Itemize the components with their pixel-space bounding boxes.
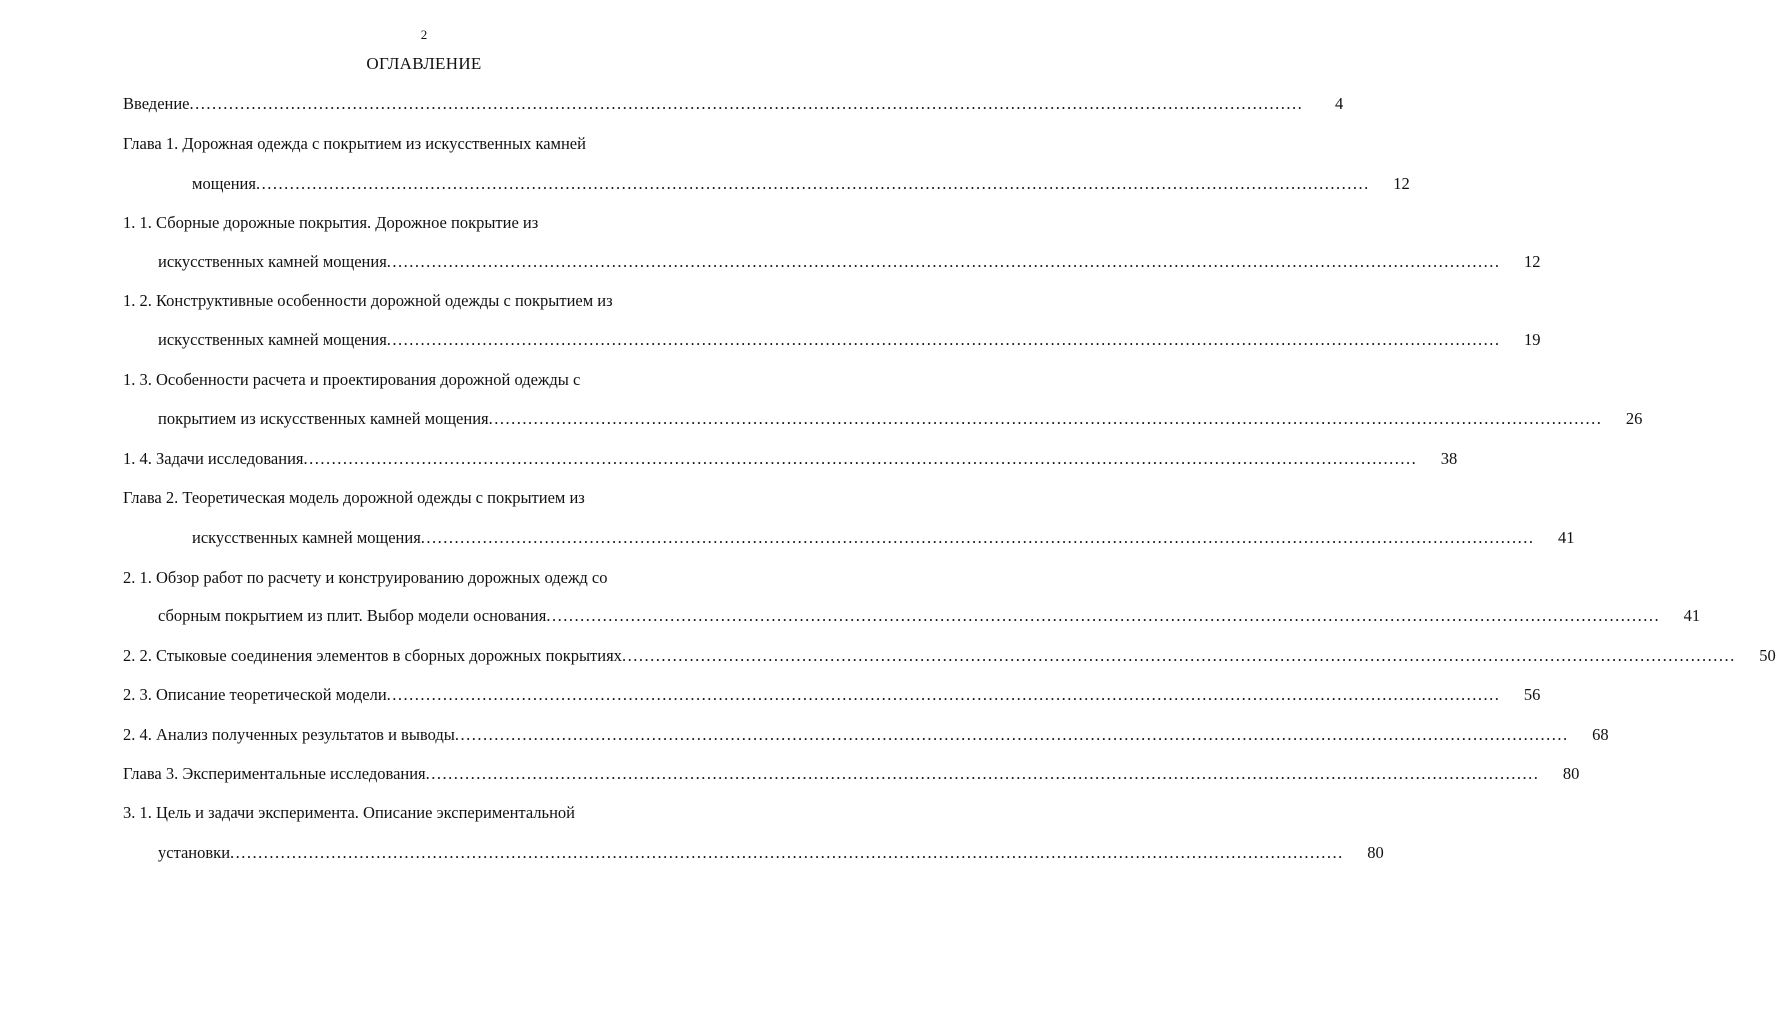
toc-leader-dots: ...................................................................................................................................................................................................... [189,94,1304,113]
toc-page-number: 4 [1335,94,1344,113]
toc-entry-heading-line: 2. 1. Обзор работ по расчету и конструированию дорожных одежд со [123,568,608,587]
toc-entry-chapter-1[interactable] [192,174,1410,194]
toc-entry-text: Глава 3. Экспериментальные исследования [123,764,426,783]
toc-entry-section-2-1[interactable] [158,606,1701,626]
toc-page-number: 26 [1625,409,1643,428]
toc-entry-heading-line: 3. 1. Цель и задачи эксперимента. Описание экспериментальной [123,803,575,822]
toc-entry-text: 2. 3. Описание теоретической модели [123,685,387,704]
toc-page-number: 41 [1558,528,1575,547]
toc-page-number: 80 [1562,764,1580,783]
toc-entry-section-1-2[interactable] [158,330,1541,350]
toc-leader-dots: ...................................................................................................................................................................................................... [425,764,1540,783]
toc-entry-heading-line: 1. 2. Конструктивные особенности дорожной одежды с покрытием из [123,291,613,310]
toc-leader-dots: ...................................................................................................................................................................................................... [386,330,1501,349]
toc-leader-dots: ...................................................................................................................................................................................................... [488,409,1603,428]
toc-entry-chapter-3[interactable] [123,764,1580,784]
toc-page-number: 56 [1523,685,1541,704]
toc-leader-dots: ...................................................................................................................................................................................................... [621,646,1736,665]
toc-entry-heading-line: Глава 1. Дорожная одежда с покрытием из искусственных камней [123,134,586,153]
toc-entry-heading-line: 1. 1. Сборные дорожные покрытия. Дорожное покрытие из [123,213,539,232]
toc-page-number: 50 [1759,646,1776,665]
toc-entry-section-2-4[interactable] [123,725,1609,745]
toc-entry-heading-line: Глава 2. Теоретическая модель дорожной одежды с покрытием из [123,488,585,507]
page-number: 2 [420,27,428,42]
toc-entry-text: искусственных камней мощения [158,330,387,349]
toc-entry-section-3-1[interactable] [158,843,1384,863]
toc-leader-dots: ...................................................................................................................................................................................................... [386,252,1501,271]
toc-entry-text: искусственных камней мощения [192,528,421,547]
toc-entry-section-1-3[interactable] [158,409,1643,429]
toc-page-number: 38 [1440,449,1458,468]
toc-leader-dots: ...................................................................................................................................................................................................... [230,843,1344,862]
toc-entry-section-2-3[interactable] [123,685,1541,705]
toc-entry-section-2-2[interactable] [123,646,1776,666]
toc-entry-section-1-1[interactable] [158,252,1541,272]
toc-leader-dots: ...................................................................................................................................................................................................... [255,174,1370,193]
toc-entry-text: 1. 4. Задачи исследования [123,449,304,468]
toc-page-number: 68 [1592,725,1609,744]
toc-entry-text: 2. 4. Анализ полученных результатов и выводы [123,725,455,744]
toc-entry-chapter-2[interactable] [192,528,1575,548]
toc-leader-dots: ...................................................................................................................................................................................................... [546,606,1661,625]
toc-page-number: 80 [1367,843,1384,862]
toc-entry-text: 2. 2. Стыковые соединения элементов в сборных дорожных покрытиях [123,646,622,665]
toc-page-number: 19 [1524,330,1541,349]
toc-entry-text: мощения [192,174,256,193]
toc-entry-text: покрытием из искусственных камней мощения [158,409,489,428]
toc-page-number: 41 [1683,606,1701,625]
toc-entry-section-1-4[interactable] [123,449,1458,469]
toc-entry-text: Введение [123,94,190,113]
toc-entry-heading-line: 1. 3. Особенности расчета и проектирования дорожной одежды с [123,370,581,389]
toc-entry-text: установки [158,843,231,862]
toc-entry-text: сборным покрытием из плит. Выбор модели основания [158,606,547,625]
toc-page-number: 12 [1524,252,1541,271]
toc-title: ОГЛАВЛЕНИЕ [366,54,482,73]
toc-leader-dots: ...................................................................................................................................................................................................... [454,725,1569,744]
toc-leader-dots: ...................................................................................................................................................................................................... [303,449,1418,468]
toc-entry-introduction[interactable] [123,94,1344,114]
toc-page-number: 12 [1393,174,1410,193]
toc-leader-dots: ...................................................................................................................................................................................................... [420,528,1535,547]
toc-leader-dots: ...................................................................................................................................................................................................... [386,685,1501,704]
toc-entry-text: искусственных камней мощения [158,252,387,271]
